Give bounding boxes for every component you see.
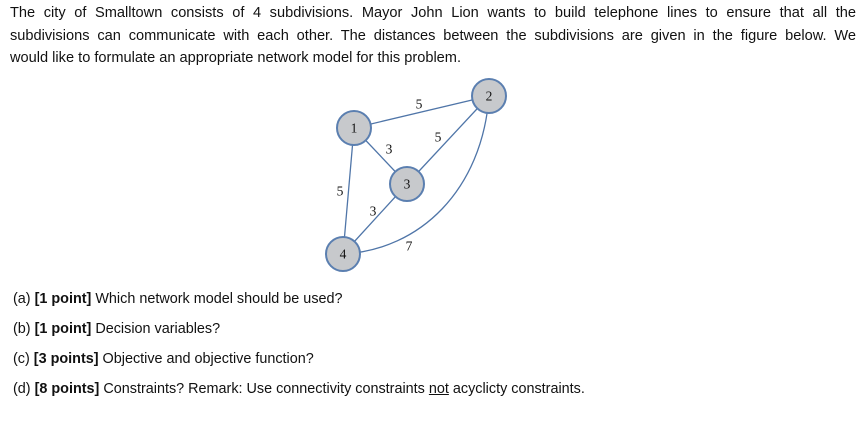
- node-2: [472, 79, 506, 113]
- node-3: [390, 167, 424, 201]
- weight-label-4-2: 7: [405, 238, 413, 254]
- weight-label-3-4: 3: [369, 203, 377, 219]
- question-a-text: Which network model should be used?: [95, 291, 343, 307]
- question-a-label: (a): [13, 291, 31, 307]
- question-c-text: Objective and objective function?: [102, 351, 314, 367]
- problem-statement-line-2: subdivisions can communicate with each other. The distances between the subdivisions are given in the figure below. We: [10, 27, 856, 44]
- edge-1-4: [343, 128, 354, 254]
- problem-statement-line-1: The city of Smalltown consists of 4 subdivisions. Mayor John Lion wants to build telephone lines to ensure that all the: [10, 5, 856, 21]
- question-a: [13, 291, 343, 307]
- question-d-points: [8 points]: [34, 381, 100, 397]
- problem-statement-line-3: would like to formulate an appropriate network model for this problem.: [10, 50, 462, 66]
- question-d: [13, 381, 585, 397]
- weight-label-1-4: 5: [336, 183, 344, 199]
- question-c-label: (c): [13, 351, 30, 367]
- weight-label-1-2: 5: [415, 96, 423, 112]
- node-1-label: 1: [350, 120, 358, 136]
- question-c: [13, 351, 314, 367]
- question-a-points: [1 point]: [34, 291, 92, 307]
- question-b-label: (b): [13, 321, 31, 337]
- question-d-underlined-word: not: [428, 381, 449, 397]
- question-d-text-before: Constraints? Remark: Use connectivity constraints: [103, 381, 429, 397]
- weight-label-1-3: 3: [385, 141, 393, 157]
- node-2-label: 2: [485, 88, 493, 104]
- question-d-text-after: acyclicty constraints.: [448, 381, 585, 397]
- node-3-label: 3: [403, 176, 411, 192]
- question-d-label: (d): [13, 381, 31, 397]
- node-4: [326, 237, 360, 271]
- node-1: [337, 111, 371, 145]
- weight-label-3-2: 5: [434, 129, 442, 145]
- question-b-points: [1 point]: [34, 321, 92, 337]
- question-b-text: Decision variables?: [95, 321, 221, 337]
- node-4-label: 4: [339, 246, 347, 262]
- question-c-points: [3 points]: [33, 351, 99, 367]
- question-b: [13, 321, 220, 337]
